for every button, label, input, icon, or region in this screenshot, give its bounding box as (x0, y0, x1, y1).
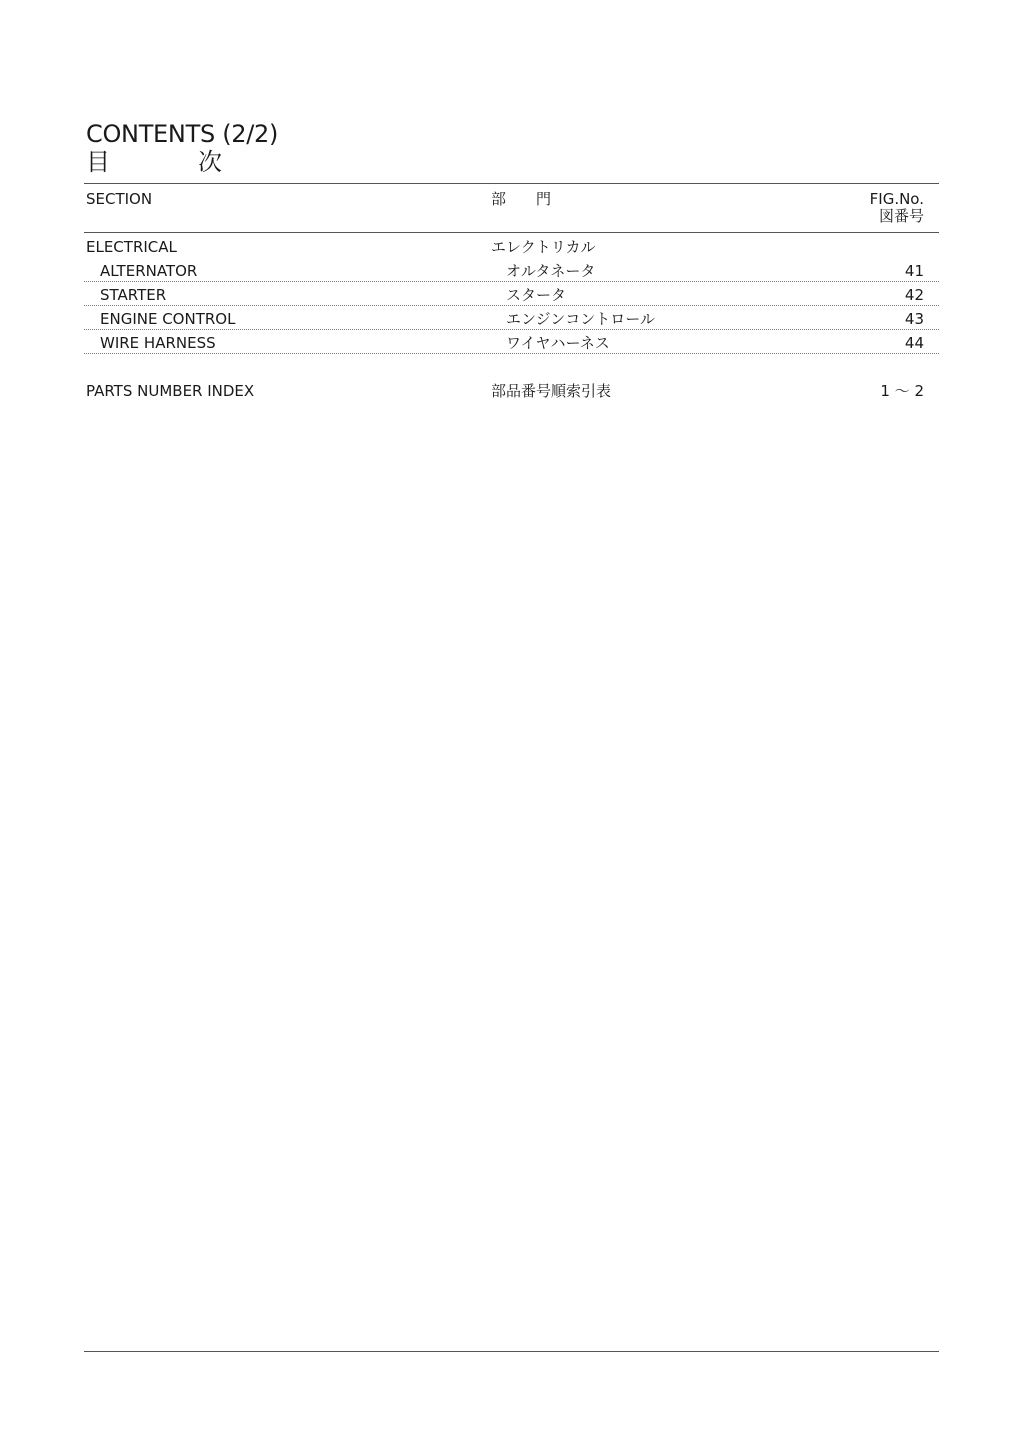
page-title-japanese (86, 148, 222, 176)
entry-name-japanese: オルタネータ (506, 262, 596, 280)
section-name: ELECTRICAL (86, 238, 177, 256)
section-row-electrical[interactable] (84, 234, 939, 258)
entry-row-starter[interactable] (84, 282, 939, 306)
title-jp-char-2: 次 (198, 148, 222, 176)
index-row-parts-number[interactable] (84, 378, 939, 402)
column-header-fig-no-japanese: 図番号 (878, 207, 924, 225)
section-name-japanese: エレクトリカル (491, 238, 596, 256)
index-name-japanese: 部品番号順索引表 (491, 382, 612, 400)
index-page-range: 1 〜 2 (880, 382, 924, 400)
entry-row-alternator[interactable] (84, 258, 939, 282)
entry-name-japanese: エンジンコントロール (506, 310, 655, 328)
index-name: PARTS NUMBER INDEX (86, 382, 255, 400)
header-jp-char-1: 部 (491, 190, 507, 208)
entry-fig-no: 43 (904, 310, 924, 328)
entry-fig-no: 41 (904, 262, 924, 280)
entry-name-japanese: スタータ (506, 286, 567, 304)
top-divider (84, 183, 939, 184)
header-jp-char-2: 門 (536, 190, 552, 208)
column-header-section-japanese (491, 190, 551, 208)
entry-name-japanese: ワイヤハーネス (506, 334, 610, 352)
column-header-fig-no: FIG.No. (869, 190, 924, 208)
entry-name: STARTER (100, 286, 167, 304)
column-header-section: SECTION (86, 190, 153, 208)
entry-name: ENGINE CONTROL (100, 310, 236, 328)
entry-row-wire-harness[interactable] (84, 330, 939, 354)
page-title: CONTENTS (2/2) (86, 120, 279, 148)
entry-name: ALTERNATOR (100, 262, 198, 280)
entry-fig-no: 44 (904, 334, 924, 352)
entry-name: WIRE HARNESS (100, 334, 216, 352)
bottom-divider (84, 1351, 939, 1352)
title-jp-char-1: 目 (86, 148, 110, 176)
header-divider (84, 232, 939, 233)
entry-row-engine-control[interactable] (84, 306, 939, 330)
entry-fig-no: 42 (904, 286, 924, 304)
